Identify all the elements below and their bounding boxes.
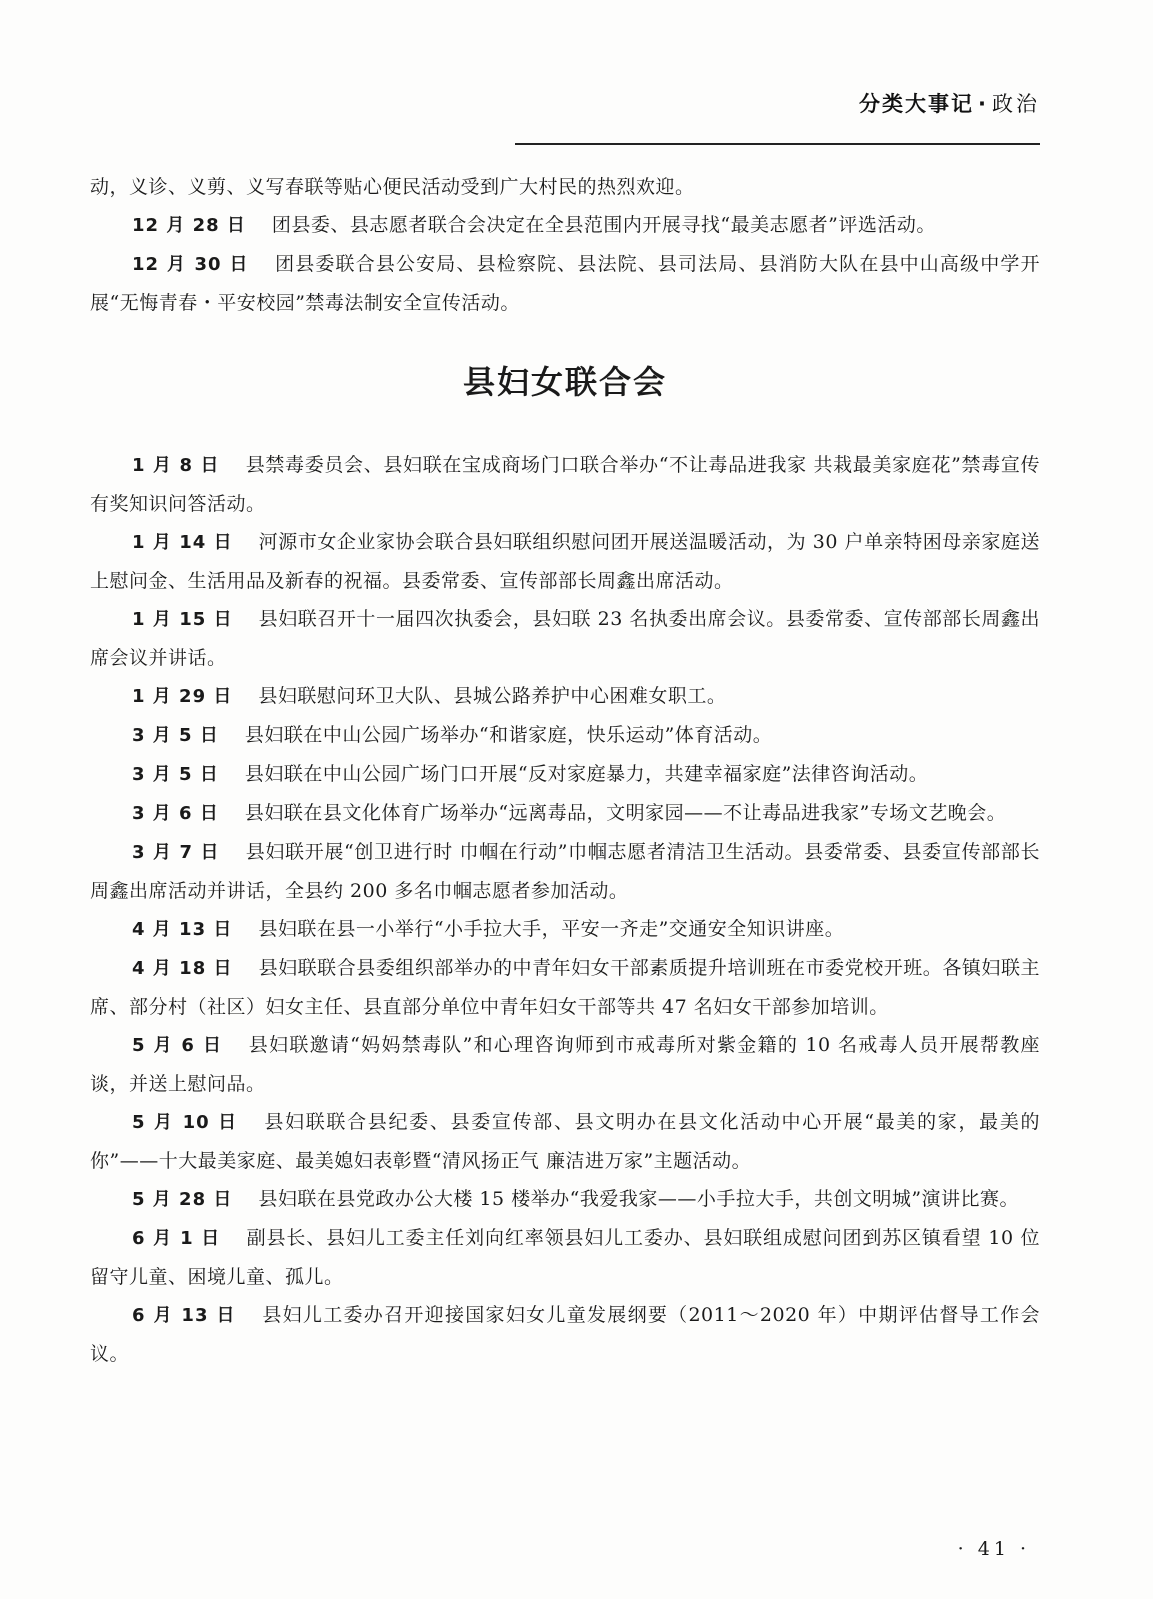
entry-date: 6 月 13 日 xyxy=(132,1305,237,1326)
entry xyxy=(90,523,1040,600)
entry-text: 县妇联在县党政办公大楼 15 楼举办“我爱我家——小手拉大手，共创文明城”演讲比赛。 xyxy=(258,1188,1020,1210)
page-number: · 41 · xyxy=(957,1538,1030,1560)
entry xyxy=(90,600,1040,677)
entry-text: 县妇联联合县委组织部举办的中青年妇女干部素质提升培训班在市委党校开班。各镇妇联主席、部分村（社区）妇女主任、县直部分单位中青年妇女干部等共 47 名妇女干部参加培训。 xyxy=(90,957,1040,1018)
entry-text: 县妇联开展“创卫进行时 巾帼在行动”巾帼志愿者清洁卫生活动。县委常委、县委宣传部部长周鑫出席活动并讲话，全县约 200 多名巾帼志愿者参加活动。 xyxy=(90,841,1040,902)
entry-date: 1 月 29 日 xyxy=(132,686,233,707)
entry-text: 县妇联在县一小举行“小手拉大手，平安一齐走”交通安全知识讲座。 xyxy=(258,918,845,940)
entry-date: 4 月 18 日 xyxy=(132,958,233,979)
running-header xyxy=(0,88,1040,118)
header-separator: · xyxy=(978,92,988,116)
entry xyxy=(90,833,1040,910)
entry-date: 5 月 28 日 xyxy=(132,1189,233,1210)
entry-date: 5 月 6 日 xyxy=(132,1035,223,1056)
entry xyxy=(90,910,1040,949)
entry-date: 5 月 10 日 xyxy=(132,1112,239,1133)
entry-date: 3 月 5 日 xyxy=(132,725,219,746)
entry-date: 1 月 14 日 xyxy=(132,532,233,553)
entry xyxy=(90,949,1040,1026)
section-title: 县妇女联合会 xyxy=(462,363,667,401)
entry-date: 12 月 28 日 xyxy=(132,215,246,236)
top-entry xyxy=(90,245,1040,322)
entry-text: 县妇联慰问环卫大队、县城公路养护中心困难女职工。 xyxy=(258,685,727,707)
entry-date: 3 月 7 日 xyxy=(132,842,220,863)
entry-date: 4 月 13 日 xyxy=(132,919,233,940)
entry-date: 12 月 30 日 xyxy=(132,254,250,275)
entry-text: 县妇联在中山公园广场举办“和谐家庭，快乐运动”体育活动。 xyxy=(244,724,773,746)
entry xyxy=(90,1026,1040,1103)
entry xyxy=(90,1219,1040,1296)
entry xyxy=(90,794,1040,833)
entry-text: 县妇儿工委办召开迎接国家妇女儿童发展纲要（2011～2020 年）中期评估督导工作会议。 xyxy=(90,1304,1041,1365)
header-rule xyxy=(515,143,1040,145)
entry-text: 县妇联召开十一届四次执委会，县妇联 23 名执委出席会议。县委常委、宣传部部长周鑫出席会议并讲话。 xyxy=(90,608,1041,669)
header-category: 分类大事记 xyxy=(859,92,975,116)
entry-text: 河源市女企业家协会联合县妇联组织慰问团开展送温暖活动，为 30 户单亲特困母亲家庭送上慰问金、生活用品及新春的祝福。县委常委、宣传部部长周鑫出席活动。 xyxy=(90,531,1041,592)
entry xyxy=(90,1180,1040,1219)
entry-text: 县禁毒委员会、县妇联在宝成商场门口联合举办“不让毒品进我家 共栽最美家庭花”禁毒宣传有奖知识问答活动。 xyxy=(90,454,1040,515)
entry-text: 县妇联在中山公园广场门口开展“反对家庭暴力，共建幸福家庭”法律咨询活动。 xyxy=(244,763,929,785)
entry-text: 县妇联在县文化体育广场举办“远离毒品，文明家园——不让毒品进我家”专场文艺晚会。 xyxy=(244,802,1007,824)
top-entry-continuation xyxy=(90,168,1040,206)
entry xyxy=(90,446,1040,523)
entry-text: 副县长、县妇儿工委主任刘向红率领县妇儿工委办、县妇联组成慰问团到苏区镇看望 10 位留守儿童、困境儿童、孤儿。 xyxy=(90,1227,1040,1288)
header-subcategory: 政治 xyxy=(992,92,1040,116)
entry-text: 县妇联联合县纪委、县委宣传部、县文明办在县文化活动中心开展“最美的家，最美的你”——十大最美家庭、最美媳妇表彰暨“清风扬正气 廉洁进万家”主题活动。 xyxy=(90,1111,1041,1172)
top-entry xyxy=(90,206,1040,245)
page-body xyxy=(90,168,1040,1373)
entry-text: 县妇联邀请“妈妈禁毒队”和心理咨询师到市戒毒所对紫金籍的 10 名戒毒人员开展帮教座谈，并送上慰问品。 xyxy=(90,1034,1040,1095)
entry-date: 1 月 15 日 xyxy=(132,609,233,630)
entry-date: 1 月 8 日 xyxy=(132,455,220,476)
entry-text: 动，义诊、义剪、义写春联等贴心便民活动受到广大村民的热烈欢迎。 xyxy=(90,176,695,198)
entry xyxy=(90,755,1040,794)
entry-date: 6 月 1 日 xyxy=(132,1228,221,1249)
entry xyxy=(90,1296,1040,1373)
entry-date: 3 月 6 日 xyxy=(132,803,219,824)
entry xyxy=(90,677,1040,716)
entry-text: 团县委联合县公安局、县检察院、县法院、县司法局、县消防大队在县中山高级中学开展“无悔青春・平安校园”禁毒法制安全宣传活动。 xyxy=(90,253,1040,314)
entry-date: 3 月 5 日 xyxy=(132,764,219,785)
entry-text: 团县委、县志愿者联合会决定在全县范围内开展寻找“最美志愿者”评选活动。 xyxy=(271,214,936,236)
entry xyxy=(90,716,1040,755)
entry xyxy=(90,1103,1040,1180)
